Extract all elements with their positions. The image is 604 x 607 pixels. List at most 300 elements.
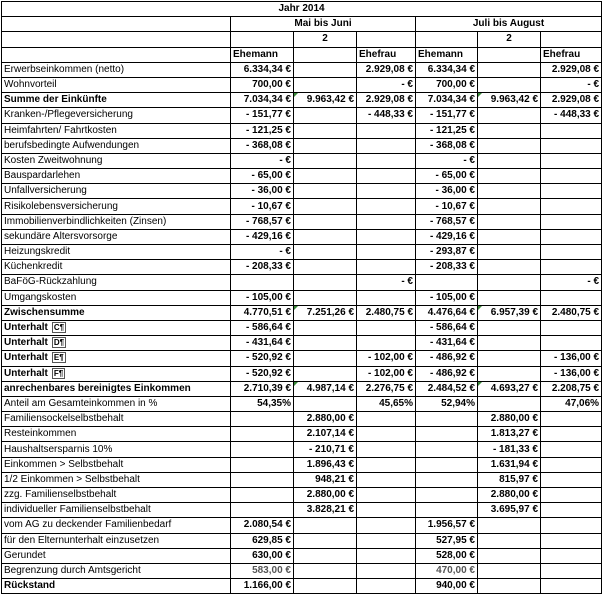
value-cell: 6.957,39 €	[478, 305, 541, 320]
value-cell	[541, 184, 602, 199]
value-cell: 948,21 €	[294, 472, 357, 487]
value-cell	[478, 169, 541, 184]
value-cell: 4.770,51 €	[231, 305, 294, 320]
value-cell: 2.880,00 €	[478, 488, 541, 503]
value-cell	[541, 548, 602, 563]
value-cell	[478, 108, 541, 123]
value-cell	[541, 336, 602, 351]
row-label	[2, 305, 231, 320]
value-cell: 7.034,34 €	[416, 93, 478, 108]
row-label-text: Unfallversicherung	[4, 185, 87, 197]
row-label-text: sekundäre Altersvorsorge	[4, 230, 118, 242]
table-row	[2, 290, 602, 305]
value-cell: 2.929,08 €	[541, 62, 602, 77]
value-cell: 7.251,26 €	[294, 305, 357, 320]
row-label-text: anrechenbares bereinigtes Einkommen	[4, 382, 191, 394]
value-cell: 2.107,14 €	[294, 427, 357, 442]
value-cell	[478, 275, 541, 290]
table-row	[2, 62, 602, 77]
value-cell: 2.929,08 €	[357, 93, 416, 108]
table-row	[2, 412, 602, 427]
row-label	[2, 518, 231, 533]
row-label-text: Küchenkredit	[4, 261, 63, 273]
value-cell	[294, 579, 357, 594]
row-label-text: Kosten Zweitwohnung	[4, 154, 103, 166]
table-row	[2, 305, 602, 320]
table-row	[2, 396, 602, 411]
row-label	[2, 351, 231, 366]
value-cell: - 36,00 €	[416, 184, 478, 199]
value-cell	[541, 442, 602, 457]
table-row	[2, 184, 602, 199]
value-cell	[357, 260, 416, 275]
value-cell: 47,06%	[541, 396, 602, 411]
table-row	[2, 381, 602, 396]
value-cell	[478, 366, 541, 381]
row-label	[2, 123, 231, 138]
row-label-text: Bauspardarlehen	[4, 170, 81, 182]
value-cell: - 768,57 €	[416, 214, 478, 229]
value-cell: 629,85 €	[231, 533, 294, 548]
col-husband-p1: Ehemann	[231, 47, 294, 62]
year-header: Jahr 2014	[2, 2, 602, 17]
value-cell: 2.276,75 €	[357, 381, 416, 396]
row-label-text: Anteil am Gesamteinkommen in %	[4, 397, 158, 409]
row-label	[2, 548, 231, 563]
value-cell: - 105,00 €	[416, 290, 478, 305]
value-cell	[294, 77, 357, 92]
value-cell	[294, 62, 357, 77]
value-cell	[478, 123, 541, 138]
table-row	[2, 199, 602, 214]
value-cell: 700,00 €	[231, 77, 294, 92]
value-cell: 1.631,94 €	[478, 457, 541, 472]
row-label	[2, 62, 231, 77]
table-row	[2, 442, 602, 457]
value-cell	[541, 472, 602, 487]
row-label-text: Unterhalt	[4, 322, 48, 334]
row-label	[2, 503, 231, 518]
row-label-text: Wohnvorteil	[4, 79, 57, 91]
row-label	[2, 245, 231, 260]
table-row	[2, 579, 602, 594]
value-cell: - €	[231, 153, 294, 168]
value-cell: - 431,64 €	[416, 336, 478, 351]
table-row	[2, 472, 602, 487]
value-cell: - €	[357, 275, 416, 290]
value-cell: 4.476,64 €	[416, 305, 478, 320]
value-cell	[478, 548, 541, 563]
value-cell: - 151,77 €	[231, 108, 294, 123]
table-row	[2, 123, 602, 138]
value-cell	[416, 442, 478, 457]
value-cell	[357, 457, 416, 472]
value-cell: 2.208,75 €	[541, 381, 602, 396]
row-label-text: Unterhalt	[4, 352, 48, 364]
row-label	[2, 442, 231, 457]
value-cell	[357, 214, 416, 229]
row-label	[2, 366, 231, 381]
value-cell: - 65,00 €	[416, 169, 478, 184]
row-label-text: Summe der Einkünfte	[4, 94, 107, 106]
value-cell	[478, 138, 541, 153]
value-cell	[478, 396, 541, 411]
value-cell	[294, 366, 357, 381]
dependent-marker: E¶	[53, 353, 64, 363]
row-label	[2, 260, 231, 275]
value-cell	[231, 427, 294, 442]
row-label	[2, 320, 231, 335]
value-cell: - 431,64 €	[231, 336, 294, 351]
value-cell	[231, 472, 294, 487]
row-label	[2, 199, 231, 214]
value-cell: - 520,92 €	[231, 366, 294, 381]
value-cell	[357, 563, 416, 578]
table-row	[2, 153, 602, 168]
value-cell	[478, 77, 541, 92]
value-cell: 1.956,57 €	[416, 518, 478, 533]
value-cell	[357, 412, 416, 427]
value-cell	[294, 275, 357, 290]
value-cell: 1.896,43 €	[294, 457, 357, 472]
row-label-text: zzg. Familienselbstbehalt	[4, 489, 117, 501]
value-cell	[541, 563, 602, 578]
value-cell	[541, 518, 602, 533]
value-cell	[541, 260, 602, 275]
value-cell	[541, 457, 602, 472]
value-cell	[541, 169, 602, 184]
value-cell	[357, 290, 416, 305]
value-cell	[541, 199, 602, 214]
value-cell	[294, 563, 357, 578]
value-cell: - 210,71 €	[294, 442, 357, 457]
value-cell	[357, 488, 416, 503]
value-cell	[478, 199, 541, 214]
row-label-text: individueller Familienselbstbehalt	[4, 504, 151, 516]
value-cell: 815,97 €	[478, 472, 541, 487]
row-label	[2, 457, 231, 472]
value-cell: - 586,64 €	[231, 320, 294, 335]
value-cell	[231, 442, 294, 457]
row-label-text: Erwerbseinkommen (netto)	[4, 63, 125, 75]
row-label-text: Gerundet	[4, 549, 46, 561]
value-cell	[478, 245, 541, 260]
value-cell	[416, 275, 478, 290]
table-row	[2, 548, 602, 563]
row-label-text: 1/2 Einkommen > Selbstbehalt	[4, 473, 140, 485]
value-cell: - 121,25 €	[231, 123, 294, 138]
value-cell	[357, 503, 416, 518]
value-cell	[231, 503, 294, 518]
value-cell: 52,94%	[416, 396, 478, 411]
row-label	[2, 275, 231, 290]
row-label-text: Unterhalt	[4, 367, 48, 379]
table-row	[2, 275, 602, 290]
row-label	[2, 488, 231, 503]
value-cell: 1.813,27 €	[478, 427, 541, 442]
value-cell: 7.034,34 €	[231, 93, 294, 108]
value-cell	[294, 199, 357, 214]
period-1-count: 2	[294, 32, 357, 47]
value-cell	[478, 153, 541, 168]
table-row	[2, 108, 602, 123]
value-cell: - 429,16 €	[416, 229, 478, 244]
income-calculation-sheet	[1, 1, 601, 594]
row-label	[2, 290, 231, 305]
value-cell	[357, 320, 416, 335]
value-cell	[357, 336, 416, 351]
row-label-text: vom AG zu deckender Familienbedarf	[4, 519, 172, 531]
value-cell: 527,95 €	[416, 533, 478, 548]
value-cell	[357, 427, 416, 442]
value-cell: - €	[231, 245, 294, 260]
value-cell	[357, 548, 416, 563]
row-label	[2, 563, 231, 578]
row-label	[2, 381, 231, 396]
value-cell: - 105,00 €	[231, 290, 294, 305]
value-cell	[357, 472, 416, 487]
row-label-text: BaFöG-Rückzahlung	[4, 276, 97, 288]
value-cell	[478, 184, 541, 199]
value-cell	[294, 533, 357, 548]
row-label	[2, 336, 231, 351]
value-cell	[294, 229, 357, 244]
value-cell: 4.987,14 €	[294, 381, 357, 396]
row-label-text: für den Elternunterhalt einzusetzen	[4, 534, 160, 546]
value-cell	[478, 518, 541, 533]
value-cell: 583,00 €	[231, 563, 294, 578]
col-husband-p2: Ehemann	[416, 47, 478, 62]
value-cell: 4.693,27 €	[478, 381, 541, 396]
dependent-marker: F¶	[53, 368, 64, 378]
row-label	[2, 427, 231, 442]
value-cell: - 768,57 €	[231, 214, 294, 229]
value-cell	[541, 579, 602, 594]
value-cell	[541, 138, 602, 153]
value-cell	[357, 184, 416, 199]
value-cell: 2.080,54 €	[231, 518, 294, 533]
row-label-text: Zwischensumme	[4, 306, 85, 318]
period-2-count: 2	[478, 32, 541, 47]
value-cell: - 486,92 €	[416, 366, 478, 381]
value-cell	[541, 533, 602, 548]
value-cell: - €	[357, 77, 416, 92]
period-row	[2, 17, 602, 32]
value-cell	[231, 457, 294, 472]
value-cell	[294, 548, 357, 563]
value-cell: - 181,33 €	[478, 442, 541, 457]
col-wife-p2: Ehefrau	[541, 47, 602, 62]
value-cell	[541, 427, 602, 442]
table-row	[2, 563, 602, 578]
table-row	[2, 488, 602, 503]
table-row	[2, 533, 602, 548]
table-row	[2, 169, 602, 184]
value-cell: 45,65%	[357, 396, 416, 411]
value-cell	[541, 488, 602, 503]
row-label-text: Haushaltsersparnis 10%	[4, 443, 113, 455]
table-row	[2, 138, 602, 153]
value-cell: - 65,00 €	[231, 169, 294, 184]
value-cell	[541, 503, 602, 518]
row-label-text: Begrenzung durch Amtsgericht	[4, 565, 141, 577]
value-cell	[357, 199, 416, 214]
value-cell: 6.334,34 €	[416, 62, 478, 77]
value-cell: 2.929,08 €	[357, 62, 416, 77]
value-cell	[416, 457, 478, 472]
value-cell: 9.963,42 €	[478, 93, 541, 108]
value-cell: - €	[541, 77, 602, 92]
value-cell	[541, 290, 602, 305]
value-cell: - 208,33 €	[231, 260, 294, 275]
value-cell	[357, 153, 416, 168]
value-cell	[357, 579, 416, 594]
value-cell	[294, 214, 357, 229]
value-cell: - 486,92 €	[416, 351, 478, 366]
row-label-text: Einkommen > Selbstbehalt	[4, 458, 124, 470]
value-cell	[541, 412, 602, 427]
row-label	[2, 396, 231, 411]
row-label	[2, 229, 231, 244]
table-row	[2, 518, 602, 533]
year-row	[2, 2, 602, 17]
dependent-marker: C¶	[53, 323, 65, 333]
value-cell: - 10,67 €	[231, 199, 294, 214]
value-cell: 2.480,75 €	[541, 305, 602, 320]
table-row	[2, 320, 602, 335]
value-cell: - 520,92 €	[231, 351, 294, 366]
row-label-text: Risikolebensversicherung	[4, 200, 118, 212]
value-cell: - 429,16 €	[231, 229, 294, 244]
value-cell	[294, 336, 357, 351]
row-label-text: Heimfahrten/ Fahrtkosten	[4, 124, 117, 136]
table-row	[2, 366, 602, 381]
value-cell	[294, 396, 357, 411]
row-label-text: Unterhalt	[4, 337, 48, 349]
value-cell	[294, 518, 357, 533]
row-label-text: Umgangskosten	[4, 291, 77, 303]
value-cell	[357, 518, 416, 533]
value-cell	[357, 442, 416, 457]
value-cell	[478, 320, 541, 335]
value-cell: - 586,64 €	[416, 320, 478, 335]
value-cell	[416, 412, 478, 427]
value-cell: 2.480,75 €	[357, 305, 416, 320]
value-cell	[541, 320, 602, 335]
value-cell	[416, 503, 478, 518]
value-cell: - 136,00 €	[541, 366, 602, 381]
value-cell	[541, 123, 602, 138]
value-cell: 3.828,21 €	[294, 503, 357, 518]
row-label-text: Heizungskredit	[4, 246, 71, 258]
table-row	[2, 351, 602, 366]
value-cell	[294, 260, 357, 275]
value-cell	[294, 108, 357, 123]
value-cell: 2.929,08 €	[541, 93, 602, 108]
value-cell	[478, 336, 541, 351]
period-1-header: Mai bis Juni	[231, 17, 416, 32]
value-cell	[231, 275, 294, 290]
value-cell	[478, 579, 541, 594]
row-label	[2, 169, 231, 184]
value-cell: 700,00 €	[416, 77, 478, 92]
value-cell: - 102,00 €	[357, 351, 416, 366]
value-cell	[416, 427, 478, 442]
table-row	[2, 77, 602, 92]
value-cell: - 121,25 €	[416, 123, 478, 138]
value-cell	[478, 260, 541, 275]
value-cell: 2.710,39 €	[231, 381, 294, 396]
value-cell	[357, 123, 416, 138]
row-label	[2, 138, 231, 153]
column-header-row	[2, 47, 602, 62]
value-cell: 6.334,34 €	[231, 62, 294, 77]
row-label	[2, 108, 231, 123]
row-label-text: Resteinkommen	[4, 428, 77, 440]
col-wife-p1: Ehefrau	[357, 47, 416, 62]
value-cell: - 293,87 €	[416, 245, 478, 260]
value-cell: - 10,67 €	[416, 199, 478, 214]
value-cell: 2.880,00 €	[294, 488, 357, 503]
table-row	[2, 245, 602, 260]
value-cell: 940,00 €	[416, 579, 478, 594]
value-cell	[541, 214, 602, 229]
row-label	[2, 93, 231, 108]
value-cell	[294, 153, 357, 168]
value-cell	[294, 245, 357, 260]
value-cell: 2.484,52 €	[416, 381, 478, 396]
period-2-header: Juli bis August	[416, 17, 602, 32]
value-cell	[357, 169, 416, 184]
value-cell: 528,00 €	[416, 548, 478, 563]
row-label-text: Familiensockelselbstbehalt	[4, 413, 124, 425]
value-cell: - 448,33 €	[541, 108, 602, 123]
row-label-text: Rückstand	[4, 580, 56, 592]
value-cell	[478, 229, 541, 244]
value-cell	[294, 184, 357, 199]
value-cell: - 368,08 €	[416, 138, 478, 153]
value-cell	[416, 488, 478, 503]
row-label-text: Immobilienverbindlichkeiten (Zinsen)	[4, 215, 167, 227]
row-label	[2, 77, 231, 92]
value-cell	[478, 214, 541, 229]
value-cell: - 136,00 €	[541, 351, 602, 366]
table-row	[2, 427, 602, 442]
value-cell: - 151,77 €	[416, 108, 478, 123]
value-cell: - 448,33 €	[357, 108, 416, 123]
value-cell: 630,00 €	[231, 548, 294, 563]
value-cell	[294, 138, 357, 153]
table-row	[2, 260, 602, 275]
count-row	[2, 32, 602, 47]
value-cell	[231, 488, 294, 503]
table-row	[2, 457, 602, 472]
value-cell	[478, 351, 541, 366]
value-cell	[294, 351, 357, 366]
row-label-text: berufsbedingte Aufwendungen	[4, 139, 140, 151]
dependent-marker: D¶	[53, 338, 65, 348]
value-cell: 2.880,00 €	[294, 412, 357, 427]
value-cell: 1.166,00 €	[231, 579, 294, 594]
row-label	[2, 184, 231, 199]
value-cell: 3.695,97 €	[478, 503, 541, 518]
value-cell: - €	[541, 275, 602, 290]
value-cell	[357, 245, 416, 260]
row-label	[2, 412, 231, 427]
calculation-table	[1, 1, 602, 594]
value-cell	[294, 123, 357, 138]
value-cell	[478, 533, 541, 548]
